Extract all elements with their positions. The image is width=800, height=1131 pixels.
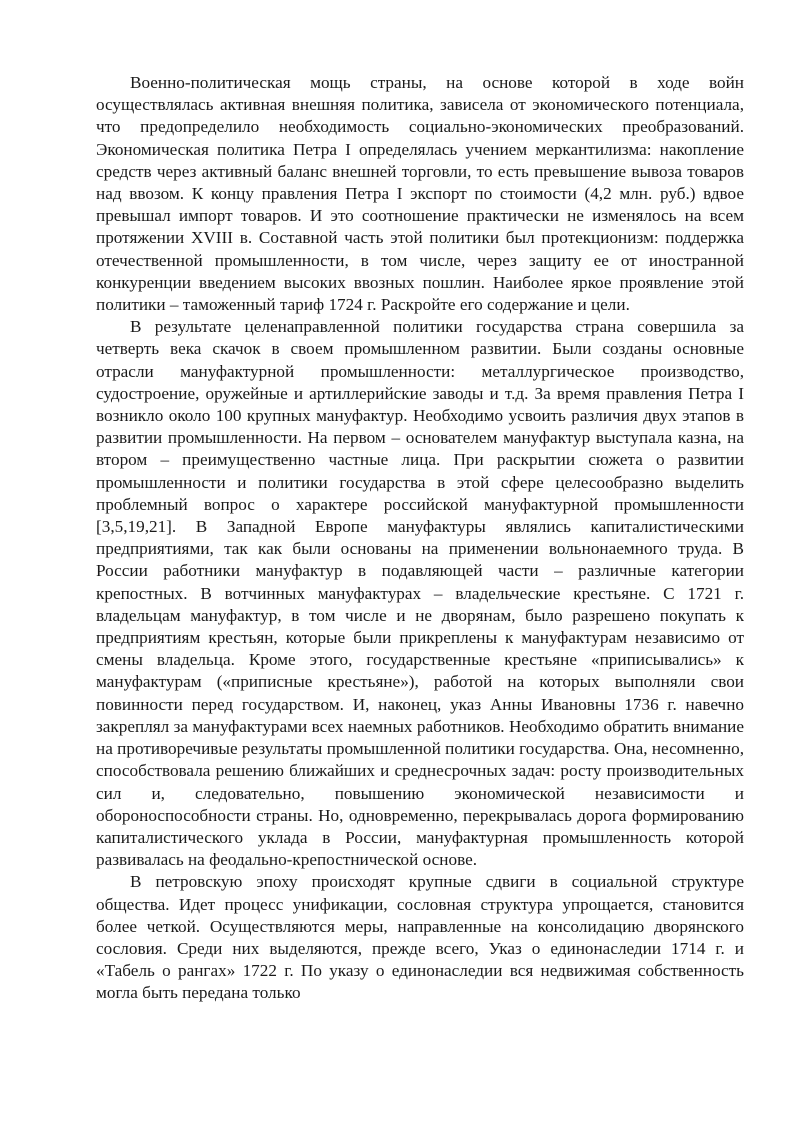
document-page	[96, 72, 744, 1005]
paragraph-industrial-development: В результате целенаправленной политики государства страна совершила за четверть века скачок в своем промышленном развитии. Были созданы основные отрасли мануфактурной промышленности: металлургическое производство, судостроение, оружейные и артиллерийские заводы и т.д. За время правления Петра I возникло около 100 крупных мануфактур. Необходимо усвоить различия двух этапов в развитии промышленности. На первом – основателем мануфактур выступала казна, на втором – преимущественно частные лица. При раскрытии сюжета о развитии промышленности и политики государства в этой сфере целесообразно выделить проблемный вопрос о характере российской мануфактурной промышленности [3,5,19,21]. В Западной Европе мануфактуры являлись капиталистическими предприятиями, так как были основаны на применении вольнонаемного труда. В России работники мануфактур в подавляющей части – различные категории крепостных. В вотчинных мануфактурах – владельческие крестьяне. С 1721 г. владельцам мануфактур, в том числе и не дворянам, было разрешено покупать к предприятиям крестьян, которые были прикреплены к мануфактурам независимо от смены владельца. Кроме этого, государственные крестьяне «приписывались» к мануфактурам («приписные крестьяне»), работой на которых выполняли свои повинности перед государством. И, наконец, указ Анны Ивановны 1736 г. навечно закреплял за мануфактурами всех наемных работников. Необходимо обратить внимание на противоречивые результаты промышленной политики государства. Она, несомненно, способствовала решению ближайших и среднесрочных задач: росту производительных сил и, следовательно, повышению экономической независимости и обороноспособности страны. Но, одновременно, перекрывалась дорога формированию капиталистического уклада в России, мануфактурная промышленность которой развивалась на феодально-крепостнической основе.	[96, 317, 744, 870]
paragraph-foreign-trade-policy: Военно-политическая мощь страны, на основе которой в ходе войн осуществлялась активная внешняя политика, зависела от экономического потенциала, что предопределило необходимость социально-экономических преобразований. Экономическая политика Петра I определялась учением меркантилизма: накопление средств через активный баланс внешней торговли, то есть превышение вывоза товаров над ввозом. К концу правления Петра I экспорт по стоимости (4,2 млн. руб.) вдвое превышал импорт товаров. И это соотношение практически не изменялось на всем протяжении XVIII в. Составной часть этой политики был протекционизм: поддержка отечественной промышленности, в том числе, через защиту ее от иностранной конкуренции введением высоких ввозных пошлин. Наиболее яркое проявление этой политики – таможенный тариф 1724 г. Раскройте его содержание и цели.	[96, 73, 744, 315]
paragraph-social-structure: В петровскую эпоху происходят крупные сдвиги в социальной структуре общества. Идет процесс унификации, сословная структура упрощается, становится более четкой. Осуществляются меры, направленные на консолидацию дворянского сословия. Среди них выделяются, прежде всего, Указ о единонаследии 1714 г. и «Табель о рангах» 1722 г. По указу о единонаследии вся недвижимая собственность могла быть передана только	[96, 872, 744, 1003]
